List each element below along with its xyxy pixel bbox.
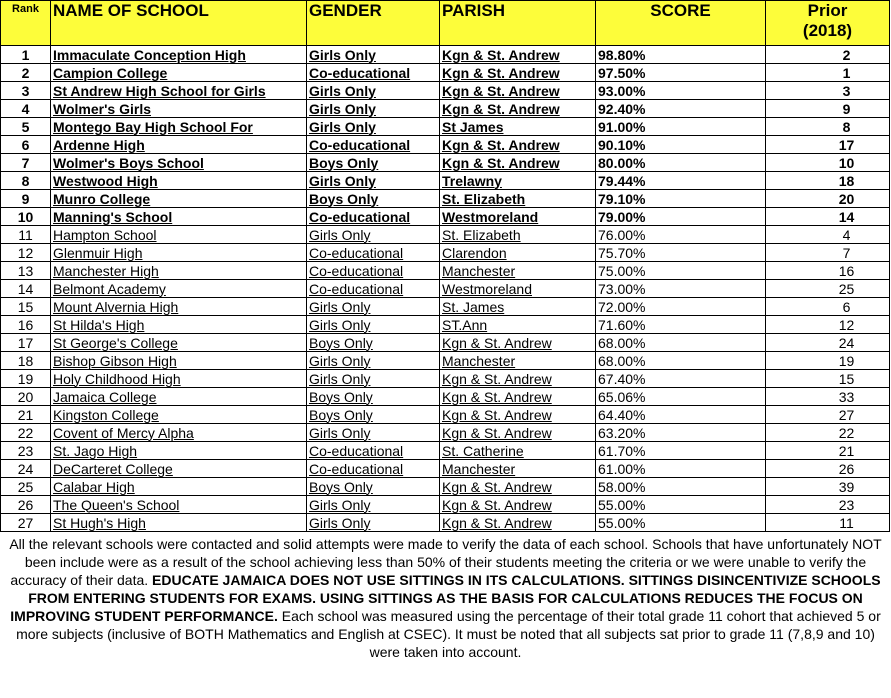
parish-cell: Kgn & St. Andrew <box>440 478 596 496</box>
parish-cell: St. Elizabeth <box>440 226 596 244</box>
school-name-cell: Munro College <box>51 190 307 208</box>
parish-cell: Kgn & St. Andrew <box>440 136 596 154</box>
gender-cell: Boys Only <box>307 334 440 352</box>
score-cell: 71.60% <box>596 316 766 334</box>
rank-cell: 5 <box>1 118 51 136</box>
gender-cell: Girls Only <box>307 118 440 136</box>
prior-rank-cell: 11 <box>766 514 890 532</box>
parish-cell: Clarendon <box>440 244 596 262</box>
prior-rank-cell: 26 <box>766 460 890 478</box>
gender-cell: Boys Only <box>307 154 440 172</box>
prior-rank-cell: 20 <box>766 190 890 208</box>
header-rank: Rank <box>1 1 51 46</box>
school-name-cell: Campion College <box>51 64 307 82</box>
gender-cell: Co-educational <box>307 460 440 478</box>
school-name-cell: Manchester High <box>51 262 307 280</box>
score-cell: 63.20% <box>596 424 766 442</box>
school-name-cell: Westwood High <box>51 172 307 190</box>
prior-rank-cell: 27 <box>766 406 890 424</box>
gender-cell: Girls Only <box>307 514 440 532</box>
school-name-cell: Jamaica College <box>51 388 307 406</box>
table-row <box>1 46 890 64</box>
rank-cell: 16 <box>1 316 51 334</box>
rank-cell: 3 <box>1 82 51 100</box>
school-name-cell: St Hilda's High <box>51 316 307 334</box>
school-name-cell: Manning's School <box>51 208 307 226</box>
score-cell: 55.00% <box>596 496 766 514</box>
score-cell: 79.44% <box>596 172 766 190</box>
rank-cell: 20 <box>1 388 51 406</box>
parish-cell: Kgn & St. Andrew <box>440 388 596 406</box>
table-row <box>1 154 890 172</box>
gender-cell: Girls Only <box>307 298 440 316</box>
prior-rank-cell: 3 <box>766 82 890 100</box>
score-cell: 76.00% <box>596 226 766 244</box>
gender-cell: Girls Only <box>307 46 440 64</box>
table-row <box>1 370 890 388</box>
prior-rank-cell: 18 <box>766 172 890 190</box>
header-name: NAME OF SCHOOL <box>51 1 307 46</box>
gender-cell: Girls Only <box>307 316 440 334</box>
table-row <box>1 172 890 190</box>
score-cell: 55.00% <box>596 514 766 532</box>
school-name-cell: DeCarteret College <box>51 460 307 478</box>
table-row <box>1 262 890 280</box>
table-row <box>1 136 890 154</box>
gender-cell: Co-educational <box>307 208 440 226</box>
prior-rank-cell: 15 <box>766 370 890 388</box>
school-name-cell: St Hugh's High <box>51 514 307 532</box>
prior-rank-cell: 33 <box>766 388 890 406</box>
footnote-text: All the relevant schools were contacted and solid attempts were made to verify the data of each school. Schools that have unfortunately NOT been include were as a result of the school achieving less than 50% of their students meeting the criteria or we were unable to verify the accuracy of their data. <box>9 536 882 588</box>
parish-cell: Manchester <box>440 460 596 478</box>
prior-rank-cell: 14 <box>766 208 890 226</box>
header-prior <box>766 1 890 46</box>
rank-cell: 15 <box>1 298 51 316</box>
score-cell: 73.00% <box>596 280 766 298</box>
rank-cell: 23 <box>1 442 51 460</box>
score-cell: 61.70% <box>596 442 766 460</box>
table-row <box>1 118 890 136</box>
table-row <box>1 478 890 496</box>
score-cell: 90.10% <box>596 136 766 154</box>
table-row <box>1 406 890 424</box>
rank-cell: 25 <box>1 478 51 496</box>
rank-cell: 8 <box>1 172 51 190</box>
parish-cell: St James <box>440 118 596 136</box>
rank-cell: 2 <box>1 64 51 82</box>
prior-rank-cell: 10 <box>766 154 890 172</box>
rank-cell: 11 <box>1 226 51 244</box>
score-cell: 98.80% <box>596 46 766 64</box>
school-name-cell: Immaculate Conception High <box>51 46 307 64</box>
school-name-cell: Montego Bay High School For <box>51 118 307 136</box>
prior-rank-cell: 9 <box>766 100 890 118</box>
score-cell: 75.70% <box>596 244 766 262</box>
table-row <box>1 298 890 316</box>
rank-cell: 12 <box>1 244 51 262</box>
parish-cell: Kgn & St. Andrew <box>440 370 596 388</box>
gender-cell: Girls Only <box>307 370 440 388</box>
parish-cell: Kgn & St. Andrew <box>440 154 596 172</box>
gender-cell: Boys Only <box>307 388 440 406</box>
parish-cell: Kgn & St. Andrew <box>440 514 596 532</box>
prior-rank-cell: 21 <box>766 442 890 460</box>
rank-cell: 17 <box>1 334 51 352</box>
gender-cell: Co-educational <box>307 64 440 82</box>
prior-rank-cell: 8 <box>766 118 890 136</box>
header-gender: GENDER <box>307 1 440 46</box>
prior-rank-cell: 12 <box>766 316 890 334</box>
table-row <box>1 82 890 100</box>
table-row <box>1 424 890 442</box>
table-row <box>1 64 890 82</box>
prior-rank-cell: 17 <box>766 136 890 154</box>
rank-cell: 6 <box>1 136 51 154</box>
parish-cell: Kgn & St. Andrew <box>440 46 596 64</box>
score-cell: 65.06% <box>596 388 766 406</box>
score-cell: 72.00% <box>596 298 766 316</box>
school-name-cell: Ardenne High <box>51 136 307 154</box>
score-cell: 80.00% <box>596 154 766 172</box>
rank-cell: 24 <box>1 460 51 478</box>
gender-cell: Co-educational <box>307 442 440 460</box>
rank-cell: 21 <box>1 406 51 424</box>
parish-cell: St. James <box>440 298 596 316</box>
rank-cell: 1 <box>1 46 51 64</box>
prior-rank-cell: 2 <box>766 46 890 64</box>
rank-cell: 27 <box>1 514 51 532</box>
footnote-text-continued: Each school was measured using the percentage of their total grade 11 cohort that achieved 5 or more subjects (inclusive of BOTH Mathematics and English at CSEC). It must be noted that all subjects sat prior to grade 11 (7,8,9 and 10) were taken into account. <box>16 608 881 660</box>
table-row <box>1 280 890 298</box>
prior-rank-cell: 6 <box>766 298 890 316</box>
score-cell: 97.50% <box>596 64 766 82</box>
score-cell: 61.00% <box>596 460 766 478</box>
prior-rank-cell: 39 <box>766 478 890 496</box>
header-score: SCORE <box>596 1 766 46</box>
school-name-cell: Holy Childhood High <box>51 370 307 388</box>
school-name-cell: Hampton School <box>51 226 307 244</box>
school-name-cell: St Andrew High School for Girls <box>51 82 307 100</box>
parish-cell: St. Elizabeth <box>440 190 596 208</box>
rank-cell: 14 <box>1 280 51 298</box>
gender-cell: Co-educational <box>307 136 440 154</box>
school-name-cell: Belmont Academy <box>51 280 307 298</box>
prior-rank-cell: 25 <box>766 280 890 298</box>
parish-cell: Kgn & St. Andrew <box>440 334 596 352</box>
header-row <box>1 1 890 46</box>
score-cell: 67.40% <box>596 370 766 388</box>
score-cell: 68.00% <box>596 352 766 370</box>
parish-cell: Kgn & St. Andrew <box>440 496 596 514</box>
table-row <box>1 226 890 244</box>
score-cell: 58.00% <box>596 478 766 496</box>
gender-cell: Girls Only <box>307 424 440 442</box>
prior-rank-cell: 24 <box>766 334 890 352</box>
parish-cell: Kgn & St. Andrew <box>440 64 596 82</box>
score-cell: 92.40% <box>596 100 766 118</box>
gender-cell: Boys Only <box>307 406 440 424</box>
prior-rank-cell: 16 <box>766 262 890 280</box>
gender-cell: Girls Only <box>307 496 440 514</box>
rank-cell: 10 <box>1 208 51 226</box>
gender-cell: Girls Only <box>307 352 440 370</box>
school-name-cell: Glenmuir High <box>51 244 307 262</box>
prior-rank-cell: 22 <box>766 424 890 442</box>
rank-cell: 18 <box>1 352 51 370</box>
prior-rank-cell: 4 <box>766 226 890 244</box>
table-row <box>1 352 890 370</box>
footnote-bold-text: EDUCATE JAMAICA DOES NOT USE SITTINGS IN ITS CALCULATIONS. SITTINGS DISINCENTIVIZE SCHOOLS FROM ENTERING STUDENTS FOR EXAMS. USING SITTINGS AS THE BASIS FOR CALCULATIONS REDUCES THE FOCUS ON IMPROVING STUDENT PERFORMANCE. <box>10 572 881 624</box>
school-name-cell: Mount Alvernia High <box>51 298 307 316</box>
rank-cell: 26 <box>1 496 51 514</box>
score-cell: 91.00% <box>596 118 766 136</box>
score-cell: 79.10% <box>596 190 766 208</box>
header-parish: PARISH <box>440 1 596 46</box>
parish-cell: Kgn & St. Andrew <box>440 424 596 442</box>
gender-cell: Co-educational <box>307 262 440 280</box>
table-row <box>1 334 890 352</box>
parish-cell: ST.Ann <box>440 316 596 334</box>
score-cell: 64.40% <box>596 406 766 424</box>
gender-cell: Co-educational <box>307 244 440 262</box>
prior-rank-cell: 19 <box>766 352 890 370</box>
school-name-cell: Wolmer's Boys School <box>51 154 307 172</box>
gender-cell: Girls Only <box>307 226 440 244</box>
school-name-cell: Covent of Mercy Alpha <box>51 424 307 442</box>
school-name-cell: Kingston College <box>51 406 307 424</box>
table-row <box>1 208 890 226</box>
table-row <box>1 100 890 118</box>
parish-cell: Trelawny <box>440 172 596 190</box>
parish-cell: Manchester <box>440 352 596 370</box>
gender-cell: Boys Only <box>307 478 440 496</box>
school-name-cell: The Queen's School <box>51 496 307 514</box>
rank-cell: 7 <box>1 154 51 172</box>
school-name-cell: Bishop Gibson High <box>51 352 307 370</box>
gender-cell: Girls Only <box>307 100 440 118</box>
parish-cell: Westmoreland <box>440 280 596 298</box>
prior-rank-cell: 7 <box>766 244 890 262</box>
footnote <box>0 535 891 661</box>
parish-cell: Kgn & St. Andrew <box>440 100 596 118</box>
table-row <box>1 388 890 406</box>
table-row <box>1 514 890 532</box>
rank-cell: 9 <box>1 190 51 208</box>
table-row <box>1 496 890 514</box>
parish-cell: Kgn & St. Andrew <box>440 82 596 100</box>
header-prior-text: Prior (2018) <box>802 1 853 40</box>
score-cell: 79.00% <box>596 208 766 226</box>
rank-cell: 19 <box>1 370 51 388</box>
table-row <box>1 442 890 460</box>
gender-cell: Girls Only <box>307 82 440 100</box>
gender-cell: Girls Only <box>307 172 440 190</box>
score-cell: 75.00% <box>596 262 766 280</box>
parish-cell: St. Catherine <box>440 442 596 460</box>
table-row <box>1 244 890 262</box>
school-name-cell: Calabar High <box>51 478 307 496</box>
table-row <box>1 316 890 334</box>
school-name-cell: St George's College <box>51 334 307 352</box>
prior-rank-cell: 23 <box>766 496 890 514</box>
score-cell: 93.00% <box>596 82 766 100</box>
school-name-cell: St. Jago High <box>51 442 307 460</box>
rank-cell: 13 <box>1 262 51 280</box>
gender-cell: Boys Only <box>307 190 440 208</box>
gender-cell: Co-educational <box>307 280 440 298</box>
score-cell: 68.00% <box>596 334 766 352</box>
table-row <box>1 190 890 208</box>
rank-cell: 22 <box>1 424 51 442</box>
parish-cell: Kgn & St. Andrew <box>440 406 596 424</box>
rank-cell: 4 <box>1 100 51 118</box>
table-row <box>1 460 890 478</box>
table-body <box>1 46 890 532</box>
parish-cell: Westmoreland <box>440 208 596 226</box>
prior-rank-cell: 1 <box>766 64 890 82</box>
school-name-cell: Wolmer's Girls <box>51 100 307 118</box>
parish-cell: Manchester <box>440 262 596 280</box>
